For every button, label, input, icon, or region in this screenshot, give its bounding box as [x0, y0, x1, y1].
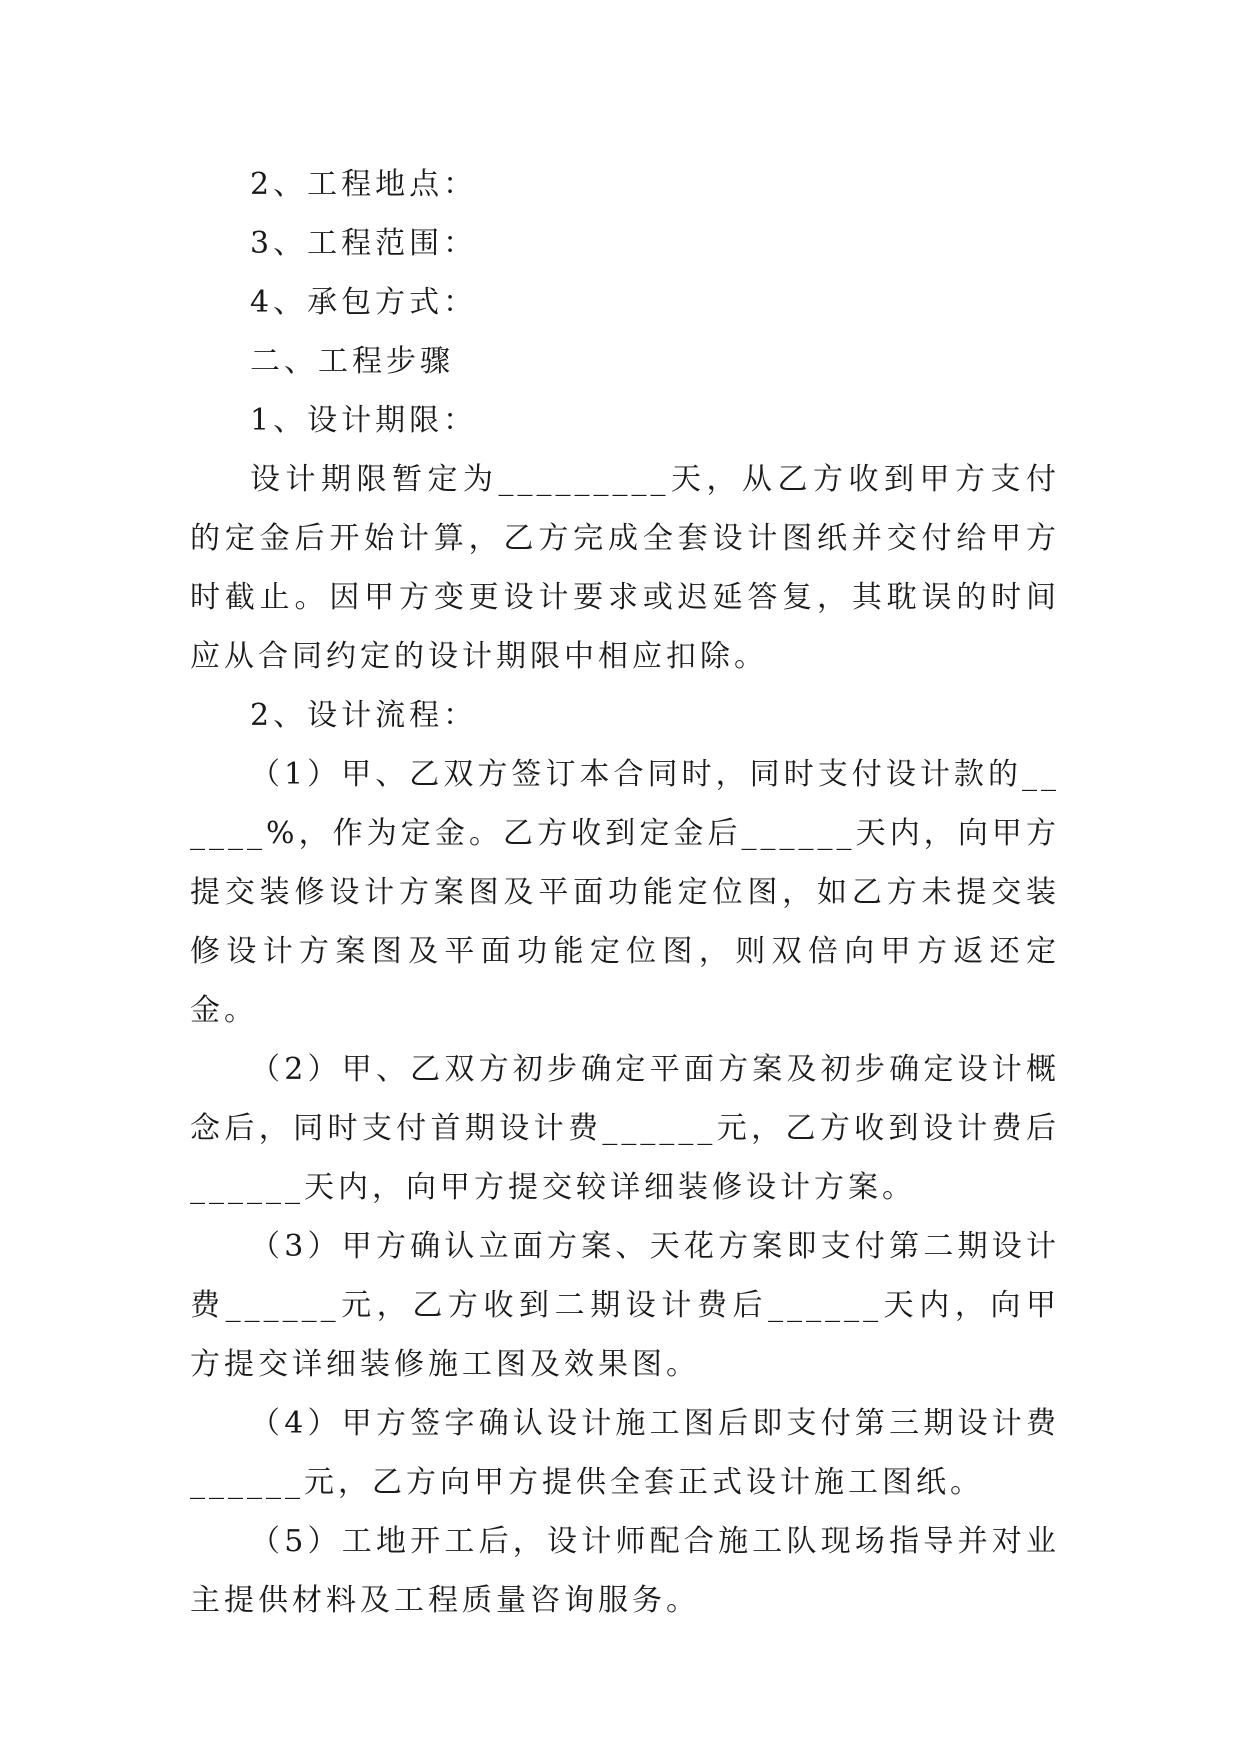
paragraph-design-period: 设计期限暂定为_________天，从乙方收到甲方支付的定金后开始计算，乙方完成全套设计图纸并交付给甲方时截止。因甲方变更设计要求或迟延答复，其耽误的时间应从合同约定的设计期限中相应扣除。: [190, 462, 1060, 674]
paragraph-step-5: （5）工地开工后，设计师配合施工队现场指导并对业主提供材料及工程质量咨询服务。: [190, 1524, 1060, 1618]
paragraph-step-3: （3）甲方确认立面方案、天花方案即支付第二期设计费______元，乙方收到二期设计费后______天内，向甲方提交详细装修施工图及效果图。: [190, 1229, 1060, 1382]
paragraph-step-2: （2）甲、乙双方初步确定平面方案及初步确定设计概念后，同时支付首期设计费______元，乙方收到设计费后______天内，向甲方提交较详细装修设计方案。: [190, 1052, 1060, 1205]
item-project-scope: 3、工程范围：: [250, 226, 478, 261]
item-project-location: 2、工程地点：: [250, 167, 478, 202]
section-heading-steps: 二、工程步骤: [250, 344, 454, 379]
item-design-period: 1、设计期限：: [250, 403, 478, 438]
document-body: [190, 155, 1060, 1630]
paragraph-step-4: （4）甲方签字确认设计施工图后即支付第三期设计费______元，乙方向甲方提供全套正式设计施工图纸。: [190, 1406, 1060, 1500]
item-design-flow: 2、设计流程：: [250, 698, 478, 733]
paragraph-step-1: （1）甲、乙双方签订本合同时，同时支付设计款的______%，作为定金。乙方收到定金后______天内，向甲方提交装修设计方案图及平面功能定位图，如乙方未提交装修设计方案图及平面功能定位图，则双倍向甲方返还定金。: [190, 757, 1060, 1028]
item-contract-mode: 4、承包方式：: [250, 285, 478, 320]
